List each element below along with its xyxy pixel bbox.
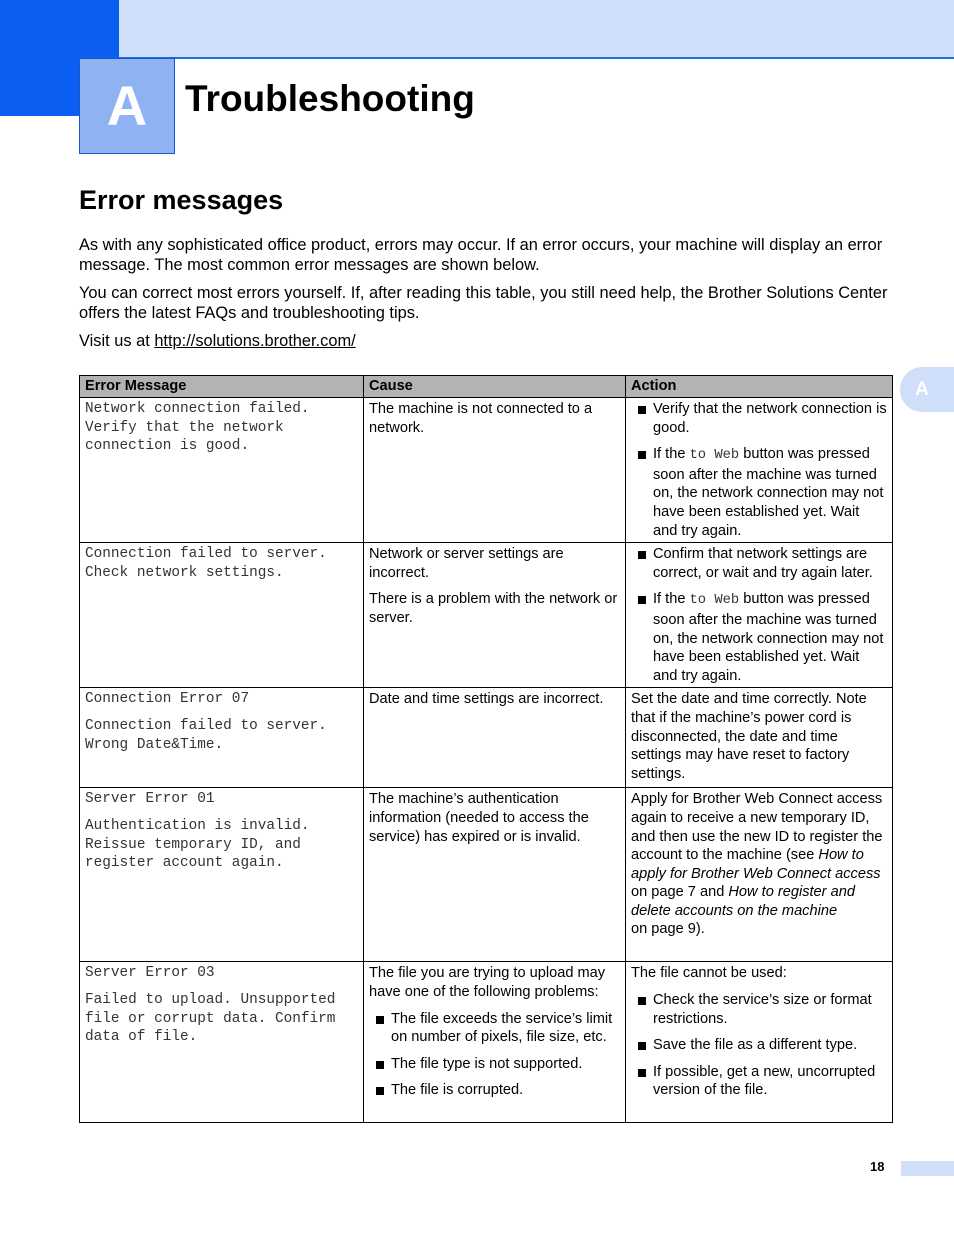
action-bullet: Confirm that network settings are correct, or wait and try again later. <box>631 545 887 582</box>
error-message-cell <box>80 788 364 962</box>
action-bullet <box>631 590 887 685</box>
button-name: to Web <box>689 448 740 464</box>
error-message-cell <box>80 962 364 1123</box>
message-line: Connection failed to server. <box>85 717 327 734</box>
message-line: connection is good. <box>85 438 250 455</box>
header-error-message: Error Message <box>80 376 364 398</box>
table-row <box>80 543 893 688</box>
solutions-link[interactable]: http://solutions.brother.com/ <box>154 332 356 350</box>
message-line: Verify that the network <box>85 419 284 436</box>
cause-cell <box>364 398 626 543</box>
cause-bullet: The file is corrupted. <box>369 1081 620 1100</box>
top-header-rule <box>119 57 954 59</box>
section-title: Error messages <box>79 185 284 215</box>
message-title: Server Error 01 <box>85 791 215 808</box>
cause-cell <box>364 543 626 688</box>
action-text: If the <box>653 591 690 608</box>
intro-paragraph-1: As with any sophisticated office product, errors may occur. If an error occurs, your machine will display an error message. The most common error messages are shown below. <box>79 236 883 274</box>
message-line: register account again. <box>85 855 284 872</box>
error-message-cell <box>80 688 364 788</box>
action-bullet: Check the service’s size or format restrictions. <box>631 991 887 1028</box>
cause-cell <box>364 962 626 1123</box>
action-text-part: on page 7 and <box>631 884 729 901</box>
cause-text: Date and time settings are incorrect. <box>369 691 604 708</box>
message-line: data of file. <box>85 1029 198 1046</box>
action-cell <box>626 688 893 788</box>
cause-text: The file you are trying to upload may have one of the following problems: <box>369 965 606 1000</box>
action-cell <box>626 543 893 688</box>
message-title: Server Error 03 <box>85 965 215 982</box>
message-line: Wrong Date&Time. <box>85 736 224 753</box>
cause-text: The machine’s authentication information (needed to access the service) has expired or is invalid. <box>369 791 589 845</box>
side-tab-letter: A <box>915 378 929 400</box>
action-bullet: Verify that the network connection is good. <box>631 400 887 437</box>
header-cause: Cause <box>364 376 626 398</box>
cross-reference: How to register and delete accounts on the machine <box>631 884 855 919</box>
table-row <box>80 688 893 788</box>
intro-paragraph-3 <box>79 331 889 351</box>
action-text <box>631 790 887 939</box>
button-name: to Web <box>689 593 740 609</box>
action-bullet: Save the file as a different type. <box>631 1036 887 1055</box>
intro-text <box>79 235 889 359</box>
action-text: Set the date and time correctly. Note that if the machine’s power cord is disconnected, the date and time settings may have reset to factory settings. <box>631 691 867 782</box>
message-line: Check network settings. <box>85 564 284 581</box>
cause-bullet: The file type is not supported. <box>369 1055 620 1074</box>
action-cell <box>626 788 893 962</box>
header-action: Action <box>626 376 893 398</box>
action-cell <box>626 962 893 1123</box>
action-cell <box>626 398 893 543</box>
action-text: If the <box>653 446 690 463</box>
message-title: Connection Error 07 <box>85 691 250 708</box>
cause-cell <box>364 788 626 962</box>
chapter-badge <box>79 58 175 154</box>
message-line: Network connection failed. <box>85 401 310 417</box>
message-line: file or corrupt data. Confirm <box>85 1010 336 1027</box>
error-messages-table <box>79 375 893 1123</box>
table-row <box>80 398 893 543</box>
table-header-row <box>80 376 893 398</box>
chapter-letter: A <box>106 74 148 137</box>
message-line: Authentication is invalid. <box>85 817 310 834</box>
action-bullet <box>631 445 887 540</box>
cross-reference: How to apply for Brother Web Connect access <box>631 847 881 882</box>
cause-text: There is a problem with the network or server. <box>369 591 618 626</box>
top-header-band <box>0 0 954 58</box>
cause-text: Network or server settings are incorrect. <box>369 546 564 581</box>
action-text-part: on page 9). <box>631 921 705 938</box>
visit-prefix: Visit us at <box>79 332 155 350</box>
message-line: Failed to upload. Unsupported <box>85 991 336 1008</box>
action-text: button was pressed soon after the machine was turned on, the network connection may not have been established yet. Wait and try again. <box>653 446 884 539</box>
cause-bullet: The file exceeds the service’s limit on number of pixels, file size, etc. <box>369 1010 620 1047</box>
action-text-part: Apply for Brother Web Connect access again to receive a new temporary ID, and then use the new ID to register the account to the machine (see <box>631 791 883 864</box>
error-message-cell <box>80 543 364 688</box>
page-number: 18 <box>870 1159 885 1174</box>
table-row <box>80 962 893 1123</box>
message-line: Connection failed to server. <box>85 546 327 563</box>
error-message-cell <box>80 398 364 543</box>
table-row <box>80 788 893 962</box>
side-chapter-tab <box>900 367 954 412</box>
action-text: button was pressed soon after the machine was turned on, the network connection may not have been established yet. Wait and try again. <box>653 591 884 684</box>
action-bullet: If possible, get a new, uncorrupted version of the file. <box>631 1063 887 1100</box>
chapter-title: Troubleshooting <box>185 78 475 119</box>
cause-cell <box>364 688 626 788</box>
message-line: Reissue temporary ID, and <box>85 836 301 853</box>
cause-text: The machine is not connected to a network. <box>369 401 593 436</box>
intro-paragraph-2: You can correct most errors yourself. If, after reading this table, you still need help, the Brother Solutions Center offers the latest FAQs and troubleshooting tips. <box>79 284 888 322</box>
page-number-bar <box>901 1161 954 1176</box>
action-text: The file cannot be used: <box>631 965 787 982</box>
